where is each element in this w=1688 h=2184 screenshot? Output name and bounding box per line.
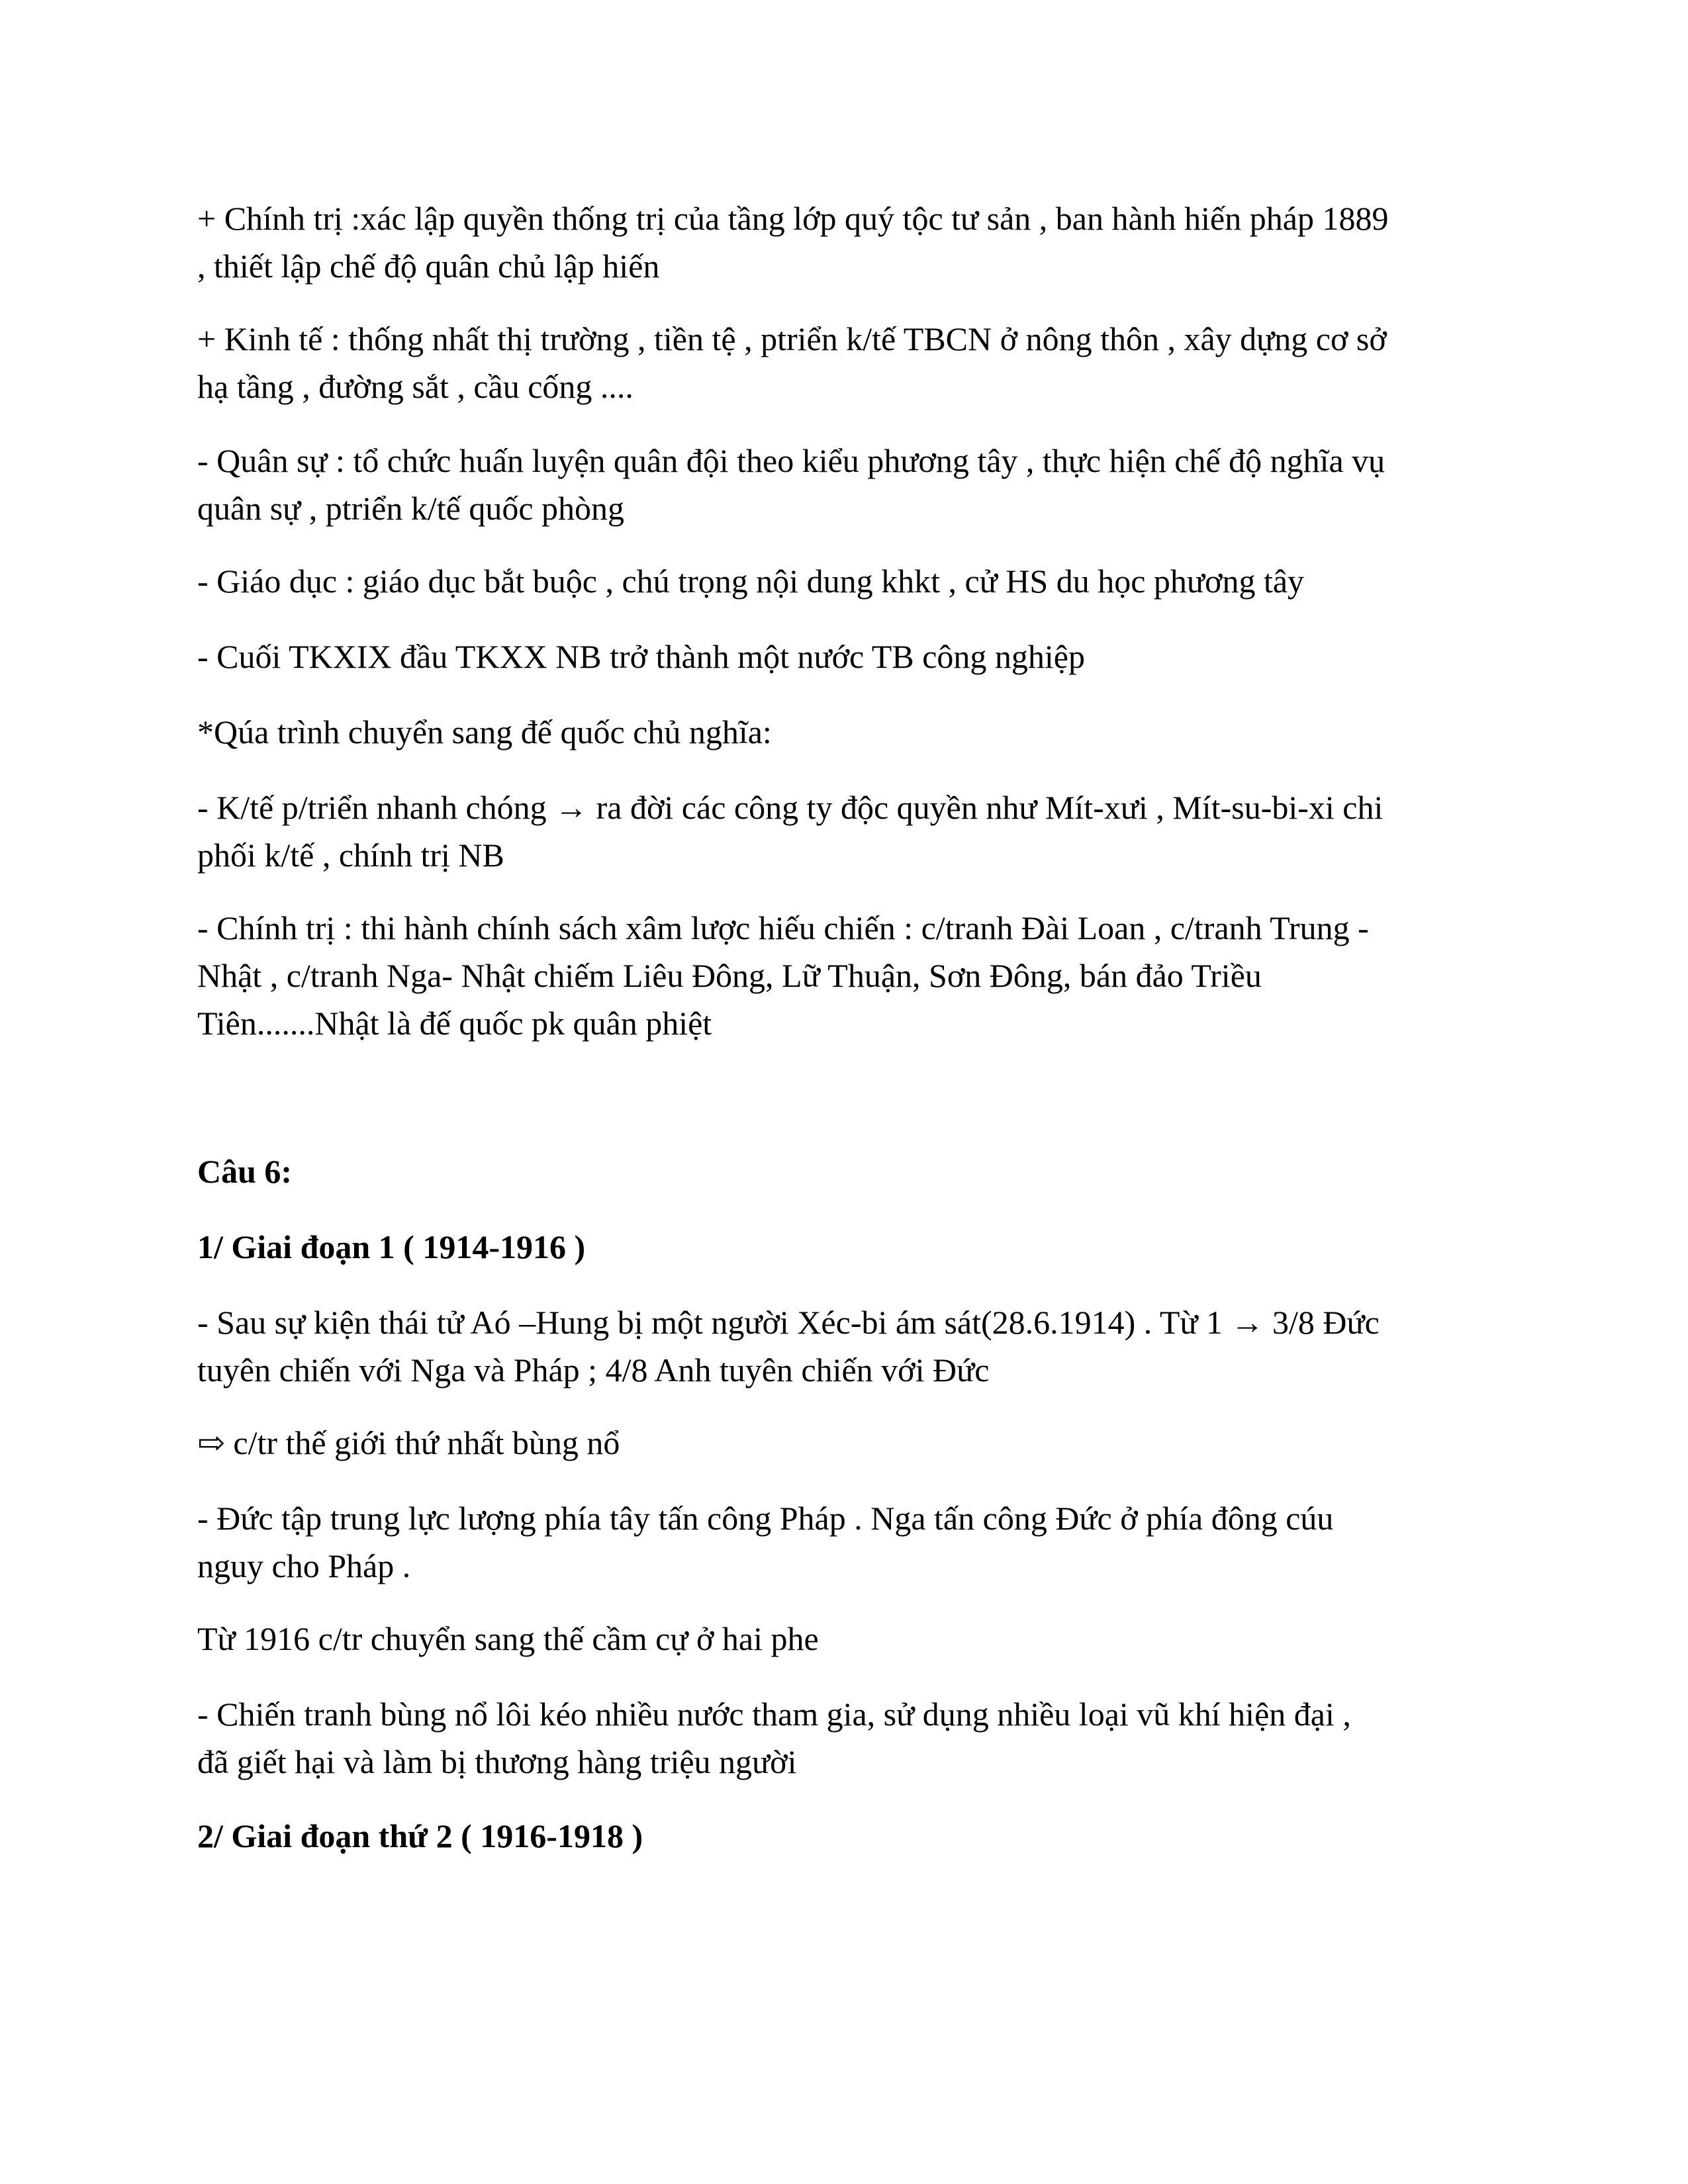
text-line: - Cuối TKXIX đầu TKXX NB trở thành một nước TB công nghiệp [197,638,1085,675]
text-line: tuyên chiến với Nga và Pháp ; 4/8 Anh tuyên chiến với Đức [197,1351,990,1388]
paragraph-politics [197,195,1495,290]
text-line: hạ tầng , đường sắt , cầu cống .... [197,368,633,405]
paragraph-western-front [197,1494,1495,1590]
paragraph-industrial-nation [197,633,1495,680]
text-line: Nhật , c/tranh Nga- Nhật chiếm Liêu Đông, Lữ Thuận, Sơn Đông, bán đảo Triều [197,957,1262,994]
text-line: đã giết hại và làm bị thương hàng triệu người [197,1743,797,1780]
paragraph-education [197,557,1495,605]
text-line: *Qúa trình chuyển sang đế quốc chủ nghĩa: [197,713,772,751]
paragraph-military [197,437,1495,532]
question-heading [197,1148,1495,1195]
paragraph-war-casualties [197,1690,1495,1786]
text-line: - Chiến tranh bùng nổ lôi kéo nhiều nước tham gia, sử dụng nhiều loại vũ khí hiện đại , [197,1696,1351,1733]
text-line: - K/tế p/triển nhanh chóng → ra đời các công ty độc quyền như Mít-xưi , Mít-su-bi-xi chi [197,789,1383,826]
text-line: + Chính trị :xác lập quyền thống trị của tầng lớp quý tộc tư sản , ban hành hiến pháp 1889 [197,200,1389,237]
text-line: Câu 6: [197,1153,293,1190]
paragraph-aggression-policy [197,904,1495,1047]
text-line: - Chính trị : thi hành chính sách xâm lược hiếu chiến : c/tranh Đài Loan , c/tranh Trung - [197,909,1369,946]
text-line: - Đức tập trung lực lượng phía tây tấn công Pháp . Nga tấn công Đức ở phía đông cúu [197,1500,1334,1537]
text-line: phối k/tế , chính trị NB [197,837,504,874]
paragraph-imperialism-heading [197,708,1495,756]
text-line: Tiên.......Nhật là đế quốc pk quân phiệt [197,1005,712,1042]
text-line: 1/ Giai đoạn 1 ( 1914-1916 ) [197,1228,586,1265]
text-line: , thiết lập chế độ quân chủ lập hiến [197,248,660,285]
text-line: - Sau sự kiện thái tử Aó –Hung bị một người Xéc-bi ám sát(28.6.1914) . Từ 1 → 3/8 Đức [197,1304,1380,1341]
text-line: - Giáo dục : giáo dục bắt buộc , chú trọng nội dung khkt , cử HS du học phương tây [197,563,1305,600]
paragraph-war-outbreak [197,1298,1495,1394]
paragraph-war-conclusion [197,1419,1495,1467]
section-heading-phase-1 [197,1223,1495,1271]
paragraph-stalemate [197,1615,1495,1662]
text-line: ⇨ c/tr thế giới thứ nhất bùng nổ [197,1424,620,1461]
text-line: - Quân sự : tổ chức huấn luyện quân đội theo kiểu phương tây , thực hiện chế độ nghĩa vụ [197,442,1385,479]
text-line: Từ 1916 c/tr chuyển sang thế cầm cự ở hai phe [197,1620,819,1657]
section-heading-phase-2 [197,1812,1495,1860]
text-line: 2/ Giai đoạn thứ 2 ( 1916-1918 ) [197,1817,643,1854]
text-line: nguy cho Pháp . [197,1547,411,1584]
text-line: quân sự , ptriển k/tế quốc phòng [197,490,625,527]
paragraph-economic-growth [197,784,1495,879]
paragraph-economy [197,315,1495,410]
text-line: + Kinh tế : thống nhất thị trường , tiền tệ , ptriển k/tế TBCN ở nông thôn , xây dựng cơ sở [197,320,1387,357]
